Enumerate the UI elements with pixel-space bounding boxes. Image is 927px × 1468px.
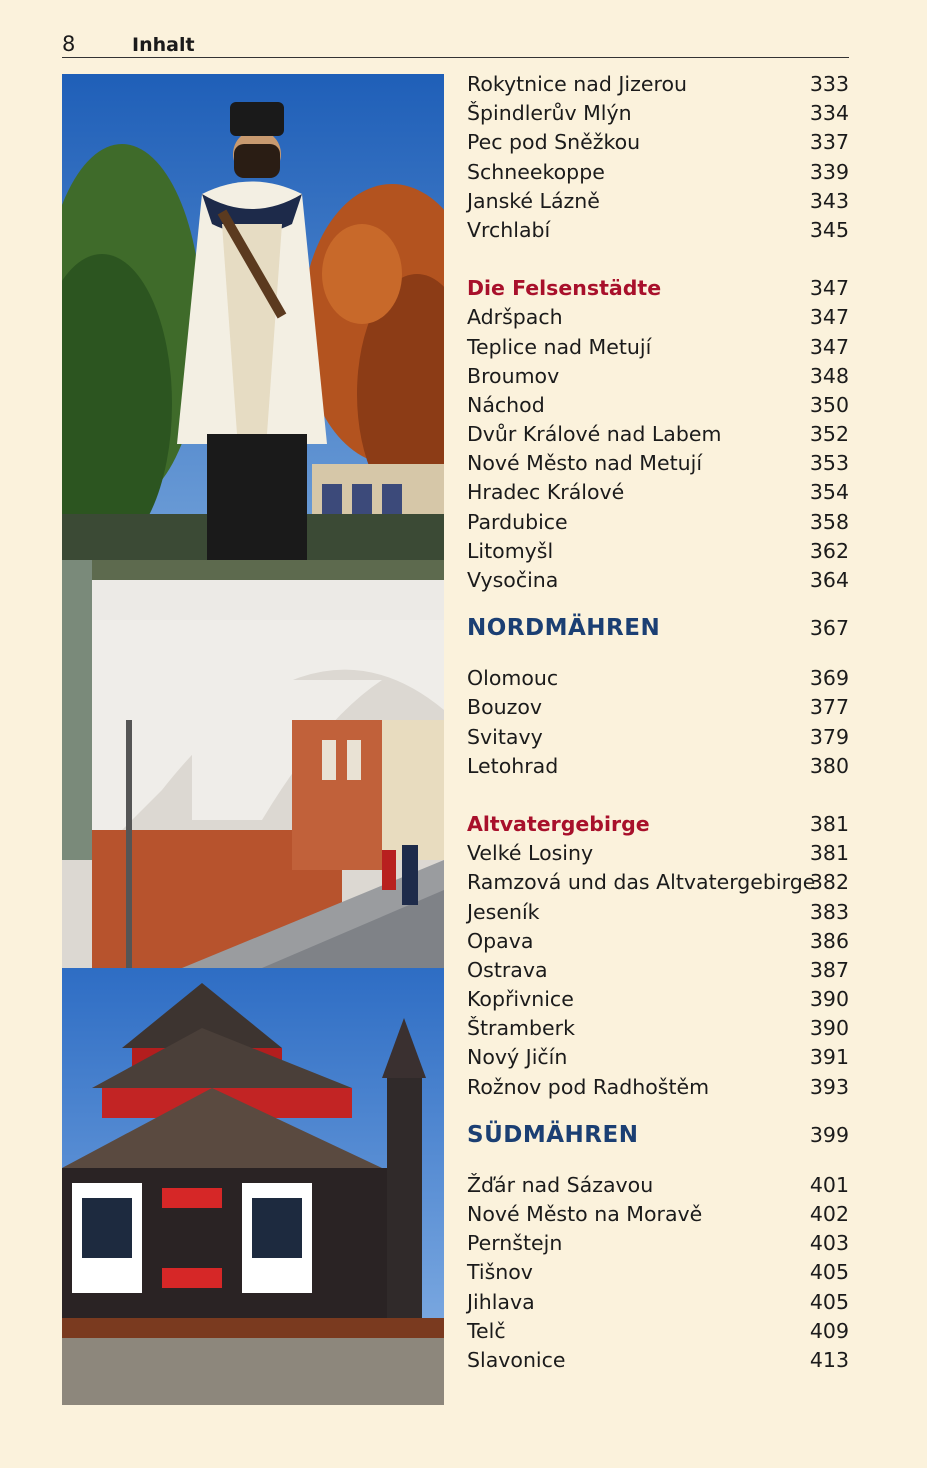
entry-page: 401 (809, 1172, 849, 1197)
page-header (62, 32, 849, 58)
toc-entry[interactable] (467, 1014, 849, 1043)
entry-page: 413 (809, 1347, 849, 1372)
region-title: SÜDMÄHREN (467, 1121, 639, 1148)
subsection-title: Altvatergebirge (467, 811, 650, 836)
entry-title: Teplice nad Metují (467, 334, 652, 359)
entry-title: Letohrad (467, 753, 559, 778)
entry-page: 345 (809, 217, 849, 242)
entry-title: Dvůr Králové nad Labem (467, 422, 722, 447)
spacer (467, 781, 849, 810)
entry-title: Janské Lázně (467, 188, 600, 213)
toc-entry[interactable] (467, 1288, 849, 1317)
entry-page: 386 (809, 928, 849, 953)
entry-page: 350 (809, 392, 849, 417)
entry-title: Žďár nad Sázavou (467, 1172, 654, 1197)
entry-title: Broumov (467, 363, 560, 388)
entry-title: Vysočina (467, 568, 559, 592)
entry-page: 369 (809, 666, 849, 691)
entry-page: 364 (809, 568, 849, 592)
toc-entry[interactable] (467, 956, 849, 985)
toc-entry[interactable] (467, 1346, 849, 1375)
entry-page: 390 (809, 987, 849, 1012)
toc-entry[interactable] (467, 420, 849, 449)
entry-page: 381 (809, 841, 849, 866)
entry-title: Adršpach (467, 305, 563, 330)
toc-entry[interactable] (467, 1258, 849, 1287)
toc-entry[interactable] (467, 478, 849, 507)
toc-entry[interactable] (467, 566, 849, 595)
toc-entry[interactable] (467, 1317, 849, 1346)
entry-page: 379 (809, 724, 849, 749)
entry-title: Nové Město nad Metují (467, 451, 703, 476)
entry-title: Litomyšl (467, 538, 554, 563)
entry-title: Hradec Králové (467, 480, 625, 505)
entry-page: 382 (809, 870, 849, 895)
toc-entry[interactable] (467, 723, 849, 752)
entry-title: Jeseník (467, 899, 540, 924)
page-number: 8 (62, 32, 76, 56)
toc-entry[interactable] (467, 391, 849, 420)
entry-title: Rokytnice nad Jizerou (467, 72, 687, 96)
toc-entry[interactable] (467, 1073, 849, 1102)
subsection-page: 347 (809, 276, 849, 301)
entry-page: 353 (809, 451, 849, 476)
toc-entry[interactable] (467, 1171, 849, 1200)
entry-page: 393 (809, 1074, 849, 1099)
entry-page: 339 (809, 159, 849, 184)
chalet-photo (62, 968, 444, 1405)
region-page: 367 (809, 616, 849, 641)
entry-page: 358 (809, 509, 849, 534)
street-arches-photo (62, 560, 444, 968)
entry-title: Jihlava (467, 1289, 535, 1314)
entry-page: 405 (809, 1289, 849, 1314)
toc-entry[interactable] (467, 99, 849, 128)
entry-title: Kopřivnice (467, 987, 574, 1012)
entry-title: Bouzov (467, 695, 543, 720)
toc-region[interactable] (467, 1118, 849, 1152)
toc-entry[interactable] (467, 985, 849, 1014)
entry-page: 405 (809, 1260, 849, 1285)
spacer (467, 245, 849, 274)
entry-title: Pardubice (467, 509, 568, 534)
entry-title: Nový Jičín (467, 1045, 568, 1070)
header-title: Inhalt (132, 34, 195, 56)
entry-title: Tišnov (467, 1260, 533, 1285)
entry-page: 377 (809, 695, 849, 720)
entry-page: 403 (809, 1231, 849, 1256)
entry-page: 334 (809, 101, 849, 126)
toc-entry[interactable] (467, 537, 849, 566)
toc-entry[interactable] (467, 693, 849, 722)
toc-entry[interactable] (467, 128, 849, 157)
entry-title: Slavonice (467, 1347, 566, 1372)
toc-entry[interactable] (467, 1229, 849, 1258)
entry-page: 362 (809, 538, 849, 563)
entry-title: Štramberk (467, 1016, 575, 1041)
entry-title: Ostrava (467, 957, 548, 982)
toc-entry[interactable] (467, 362, 849, 391)
entry-title: Pec pod Sněžkou (467, 130, 641, 155)
entry-page: 333 (809, 72, 849, 96)
toc-subsection[interactable] (467, 810, 849, 839)
entry-title: Nové Město na Moravě (467, 1202, 703, 1226)
entry-page: 337 (809, 130, 849, 155)
entry-title: Telč (467, 1318, 506, 1343)
toc-entry[interactable] (467, 1200, 849, 1229)
toc-entry[interactable] (467, 187, 849, 216)
entry-page: 390 (809, 1016, 849, 1041)
entry-page: 348 (809, 363, 849, 388)
entry-page: 347 (809, 305, 849, 330)
entry-title: Pernštejn (467, 1231, 563, 1256)
entry-page: 352 (809, 422, 849, 447)
entry-title: Olomouc (467, 666, 559, 691)
subsection-page: 381 (809, 811, 849, 836)
entry-title: Svitavy (467, 724, 543, 749)
toc-entry[interactable] (467, 664, 849, 693)
toc-entry[interactable] (467, 158, 849, 187)
entry-title: Špindlerův Mlýn (467, 101, 632, 126)
entry-title: Schneekoppe (467, 159, 605, 184)
toc-entry[interactable] (467, 333, 849, 362)
toc-entry[interactable] (467, 70, 849, 99)
toc-entry[interactable] (467, 508, 849, 537)
toc-entry[interactable] (467, 839, 849, 868)
toc-entry[interactable] (467, 898, 849, 927)
entry-title: Ramzová und das Altvatergebirge (467, 870, 816, 895)
toc-entry[interactable] (467, 216, 849, 245)
table-of-contents (467, 70, 849, 1375)
entry-title: Opava (467, 928, 534, 953)
entry-title: Náchod (467, 392, 545, 417)
region-title: NORDMÄHREN (467, 615, 661, 642)
entry-title: Rožnov pod Radhoštěm (467, 1074, 710, 1099)
entry-page: 347 (809, 334, 849, 359)
toc-entry[interactable] (467, 1043, 849, 1072)
toc-entry[interactable] (467, 752, 849, 781)
region-page: 399 (809, 1122, 849, 1147)
toc-entry[interactable] (467, 449, 849, 478)
toc-region[interactable] (467, 611, 849, 645)
entry-page: 343 (809, 188, 849, 213)
entry-page: 402 (809, 1202, 849, 1226)
entry-title: Vrchlabí (467, 217, 551, 242)
entry-page: 383 (809, 899, 849, 924)
toc-entry[interactable] (467, 868, 849, 897)
entry-title: Velké Losiny (467, 841, 594, 866)
toc-entry[interactable] (467, 927, 849, 956)
toc-subsection[interactable] (467, 274, 849, 303)
entry-page: 380 (809, 753, 849, 778)
entry-page: 391 (809, 1045, 849, 1070)
entry-page: 387 (809, 957, 849, 982)
entry-page: 409 (809, 1318, 849, 1343)
subsection-title: Die Felsenstädte (467, 276, 662, 301)
statue-photo (62, 74, 444, 560)
toc-entry[interactable] (467, 303, 849, 332)
entry-page: 354 (809, 480, 849, 505)
